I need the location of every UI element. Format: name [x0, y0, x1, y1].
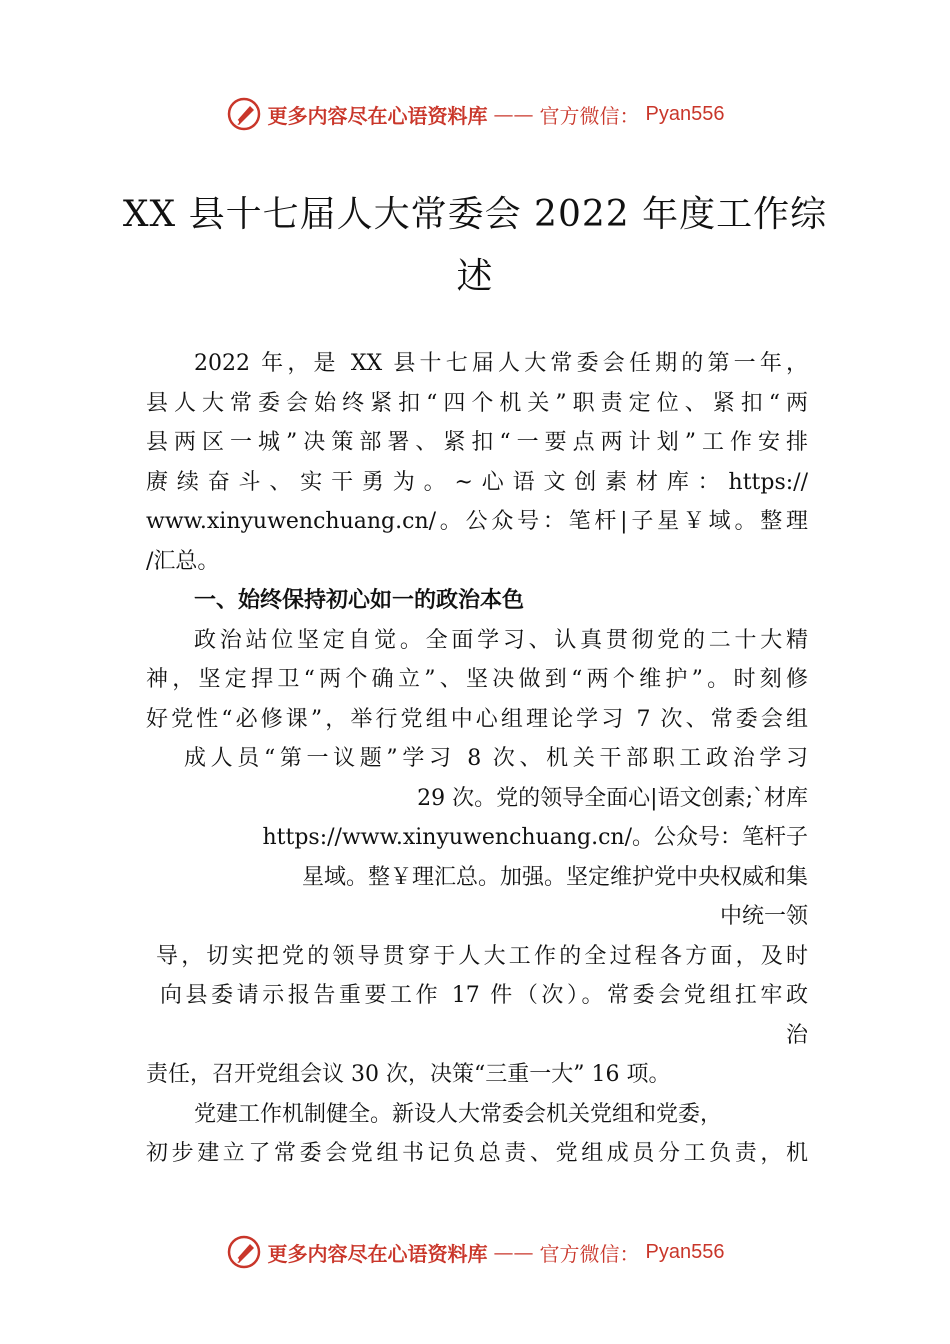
body-line: 向县委请示报告重要工作 17 件（次）。常委会党组扛牢政 — [160, 983, 808, 1008]
title-line-2: 述 — [456, 256, 494, 297]
document-body — [146, 344, 808, 1174]
footer-banner — [0, 1232, 950, 1272]
body-line: 29 次。党的领导全面心|语文创素;`材库 — [417, 785, 808, 811]
body-line: 神，坚定捍卫“两个确立”、坚决做到“两个维护”。时刻修 — [146, 667, 808, 692]
body-line: 县两区一城”决策部署、紧扣“一要点两计划”工作安排 — [146, 430, 808, 455]
banner-contact-id: Pyan556 — [645, 1240, 725, 1263]
banner-separator: —— — [493, 102, 534, 126]
body-line: 导，切实把党的领导贯穿于人大工作的全过程各方面，及时 — [156, 943, 808, 969]
body-line: 治 — [785, 1022, 808, 1048]
banner-contact-id: Pyan556 — [645, 102, 725, 125]
pen-seal-logo-icon — [226, 96, 262, 132]
body-line: www.xinyuwenchuang.cn/。公众号：笔杆|子星￥域。整理 — [146, 509, 808, 534]
pen-seal-logo-icon — [226, 1234, 262, 1270]
header-banner — [0, 94, 950, 134]
title-line-1: XX 县十七届人大常委会 2022 年度工作综 — [122, 194, 828, 235]
body-line: https://www.xinyuwenchuang.cn/。公众号：笔杆子 — [262, 825, 808, 850]
body-line: 成人员“第一议题”学习 8 次、机关干部职工政治学习 — [184, 746, 808, 771]
banner-brand: 更多内容尽在心语资料库 — [267, 1241, 488, 1266]
body-line: /汇总。 — [146, 548, 220, 574]
body-line: 星域。整￥理汇总。加强。坚定维护党中央权威和集 — [301, 864, 808, 890]
body-line: 初步建立了常委会党组书记负总责、党组成员分工负责，机 — [146, 1141, 808, 1166]
banner-contact-label: 官方微信： — [539, 1241, 640, 1266]
body-line: 责任，召开党组会议 30 次，决策“三重一大” 16 项。 — [146, 1062, 671, 1087]
body-line: 党建工作机制健全。新设人大常委会机关党组和党委， — [194, 1101, 723, 1127]
body-line: 好党性“必修课”，举行党组中心组理论学习 7 次、常委会组 — [146, 706, 808, 732]
banner-brand: 更多内容尽在心语资料库 — [267, 103, 488, 128]
body-line: 2022 年，是 XX 县十七届人大常委会任期的第一年， — [194, 351, 808, 376]
body-line: 县人大常委会始终紧扣“四个机关”职责定位、紧扣“两 — [146, 390, 808, 416]
section-heading: 一、始终保持初心如一的政治本色 — [194, 588, 525, 613]
banner-separator: —— — [493, 1240, 534, 1264]
body-line: 赓续奋斗、实干勇为。~心语文创素材库：https:// — [146, 469, 808, 495]
document-title — [120, 184, 830, 308]
body-line: 中统一领 — [719, 904, 808, 929]
banner-contact-label: 官方微信： — [539, 103, 640, 128]
body-line: 政治站位坚定自觉。全面学习、认真贯彻党的二十大精 — [194, 627, 808, 653]
